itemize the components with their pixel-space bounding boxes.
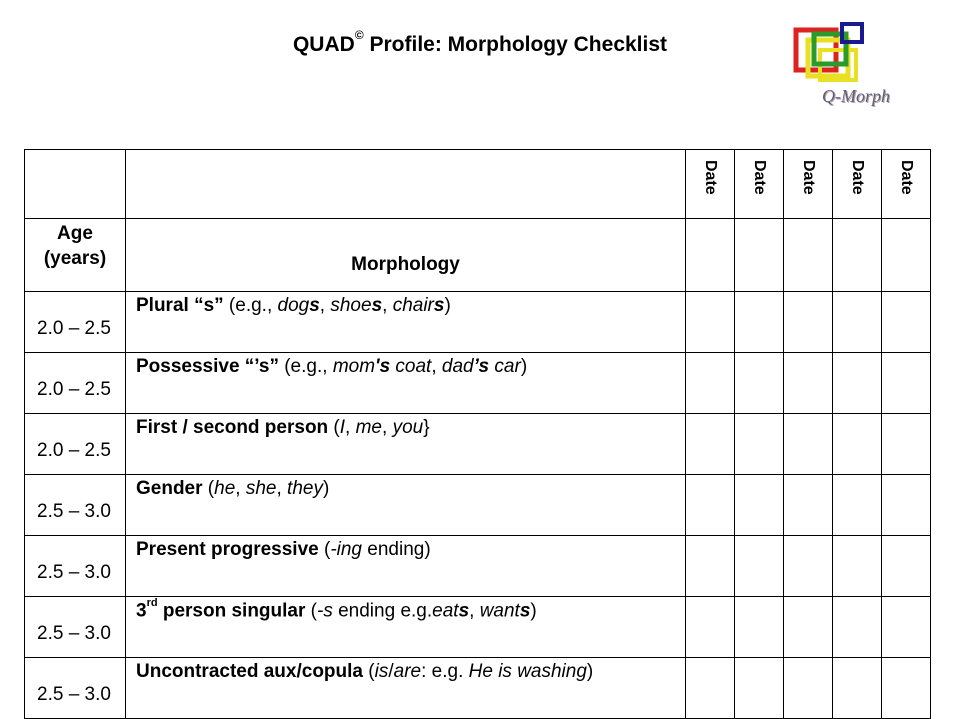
date-entry-cell[interactable]: [882, 353, 931, 414]
date-entry-cell[interactable]: [784, 658, 833, 719]
date-column-header: Date: [882, 150, 931, 219]
date-entry-cell[interactable]: [735, 536, 784, 597]
date-entry-cell[interactable]: [686, 219, 735, 292]
date-entry-cell[interactable]: [833, 597, 882, 658]
age-column-header: Age (years): [25, 219, 126, 292]
date-entry-cell[interactable]: [686, 414, 735, 475]
date-entry-cell[interactable]: [735, 475, 784, 536]
date-entry-cell[interactable]: [735, 597, 784, 658]
date-entry-cell[interactable]: [735, 414, 784, 475]
age-range: 2.5 – 3.0: [25, 658, 126, 719]
date-entry-cell[interactable]: [735, 353, 784, 414]
date-column-header: Date: [833, 150, 882, 219]
morphology-item-progressive: Present progressive (-ing ending): [126, 536, 686, 597]
date-entry-cell[interactable]: [833, 219, 882, 292]
age-range: 2.0 – 2.5: [25, 292, 126, 353]
date-entry-cell[interactable]: [784, 414, 833, 475]
morphology-item-gender: Gender (he, she, they): [126, 475, 686, 536]
page-title: QUAD© Profile: Morphology Checklist: [292, 28, 668, 56]
table-row: [25, 292, 931, 353]
morphology-item-plural: Plural “s” (e.g., dogs, shoes, chairs): [126, 292, 686, 353]
table-row: [25, 353, 931, 414]
date-entry-cell[interactable]: [686, 597, 735, 658]
date-entry-cell[interactable]: [784, 536, 833, 597]
table-row: [25, 414, 931, 475]
age-range: 2.0 – 2.5: [25, 353, 126, 414]
table-row: [25, 597, 931, 658]
date-entry-cell[interactable]: [882, 475, 931, 536]
date-entry-cell[interactable]: [882, 658, 931, 719]
date-entry-cell[interactable]: [882, 292, 931, 353]
morphology-item-third-person: 3rd person singular (-s ending e.g.eats, wants): [126, 597, 686, 658]
date-entry-cell[interactable]: [686, 536, 735, 597]
date-entry-cell[interactable]: [882, 597, 931, 658]
date-column-header: Date: [735, 150, 784, 219]
empty-header-cell: [126, 150, 686, 219]
date-entry-cell[interactable]: [833, 353, 882, 414]
date-entry-cell[interactable]: [882, 414, 931, 475]
empty-header-cell: [25, 150, 126, 219]
age-range: 2.0 – 2.5: [25, 414, 126, 475]
logo-text: Q-Morph: [822, 86, 890, 106]
date-entry-cell[interactable]: [882, 536, 931, 597]
date-entry-cell[interactable]: [735, 292, 784, 353]
table-row: [25, 658, 931, 719]
date-entry-cell[interactable]: [686, 475, 735, 536]
date-entry-cell[interactable]: [833, 658, 882, 719]
column-header-row: [25, 219, 931, 292]
date-entry-cell[interactable]: [882, 219, 931, 292]
morphology-column-header: Morphology: [126, 219, 686, 292]
table-row: [25, 475, 931, 536]
date-entry-cell[interactable]: [784, 219, 833, 292]
date-entry-cell[interactable]: [784, 597, 833, 658]
age-range: 2.5 – 3.0: [25, 536, 126, 597]
date-entry-cell[interactable]: [686, 353, 735, 414]
date-entry-cell[interactable]: [833, 475, 882, 536]
table-row: [25, 536, 931, 597]
morphology-item-aux-copula: Uncontracted aux/copula (is/are: e.g. He is washing): [126, 658, 686, 719]
date-entry-cell[interactable]: [833, 536, 882, 597]
age-range: 2.5 – 3.0: [25, 475, 126, 536]
date-entry-cell[interactable]: [784, 353, 833, 414]
date-entry-cell[interactable]: [686, 658, 735, 719]
date-entry-cell[interactable]: [735, 219, 784, 292]
date-entry-cell[interactable]: [784, 292, 833, 353]
date-entry-cell[interactable]: [833, 292, 882, 353]
date-entry-cell[interactable]: [735, 658, 784, 719]
date-entry-cell[interactable]: [686, 292, 735, 353]
date-header-row: [25, 150, 931, 219]
date-entry-cell[interactable]: [833, 414, 882, 475]
date-column-header: Date: [784, 150, 833, 219]
date-entry-cell[interactable]: [784, 475, 833, 536]
age-range: 2.5 – 3.0: [25, 597, 126, 658]
morphology-item-person: First / second person (I, me, you}: [126, 414, 686, 475]
morphology-item-possessive: Possessive “’s” (e.g., mom's coat, dad’s car): [126, 353, 686, 414]
morphology-checklist-table: [24, 149, 931, 719]
date-column-header: Date: [686, 150, 735, 219]
